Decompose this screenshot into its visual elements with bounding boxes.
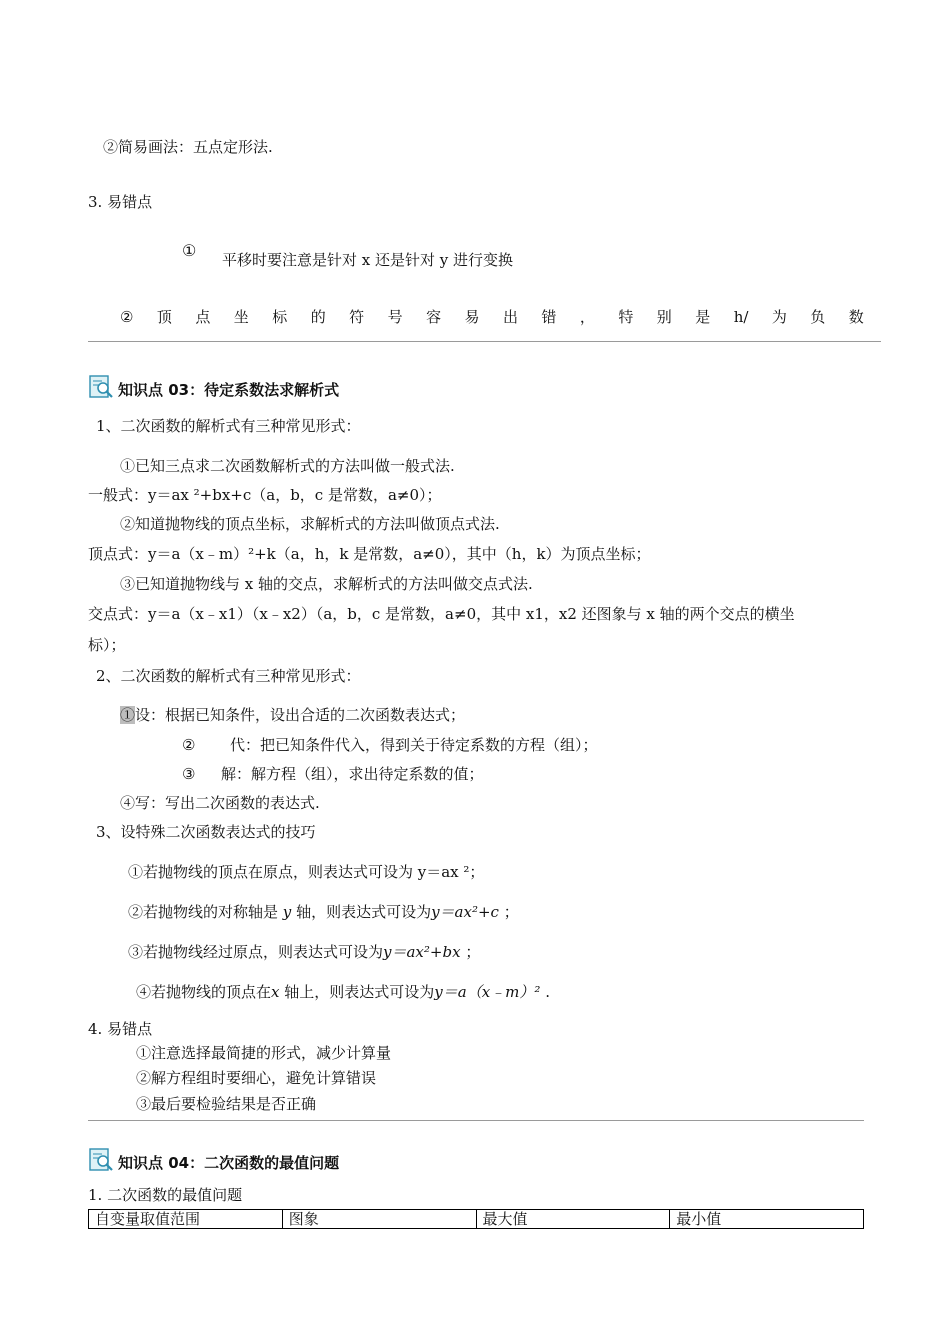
step-text: 代：把已知条件代入，得到关于待定系数的方程（组）； [230,736,598,754]
formula-line: 标）； [88,636,126,654]
magnifier-book-icon [88,373,114,399]
text-line: ①已知三点求二次函数解析式的方法叫做一般式法. [120,457,455,475]
spread-char: 符 [349,308,365,326]
step-text: 设：根据已知条件，设出合适的二次函数表达式； [135,706,466,724]
spread-char: 别 [656,308,672,326]
table-header-cell: 最小值 [670,1210,864,1229]
spread-char: 标 [272,308,288,326]
spread-text-line [120,307,864,327]
spread-char: 是 [695,308,711,326]
formula-line: 交点式：y＝a（x﹣x1）（x﹣x2）（a，b，c 是常数，a≠0，其中 x1，x2 还图象与 x 轴的两个交点的横坐 [88,605,795,623]
table-header-cell: 自变量取值范围 [89,1210,283,1229]
table-header-cell: 图象 [282,1210,476,1229]
circled-number: ③ [182,765,196,783]
paragraph-title: 2、二次函数的解析式有三种常见形式： [96,667,361,685]
spread-char: ， [579,308,595,326]
text-line: ②知道抛物线的顶点坐标，求解析式的方法叫做顶点式法. [120,515,500,533]
formula-line: 顶点式：y＝a（x﹣m）²+k（a，h，k 是常数，a≠0），其中（h，k）为顶点坐标； [88,545,651,563]
spread-char: 的 [310,308,326,326]
spread-char: h/ [733,308,749,326]
tip-line: ④若抛物线的顶点在x 轴上，则表达式可设为y＝a（x﹣m）² . [136,983,550,1001]
text-line: ①注意选择最简捷的形式，减少计算量 [136,1044,392,1062]
tip-line: ①若抛物线的顶点在原点，则表达式可设为 y＝ax ²； [128,863,485,881]
step-text: 解：解方程（组），求出待定系数的值； [221,765,484,783]
magnifier-book-icon [88,1146,114,1172]
tip-line: ③若抛物线经过原点，则表达式可设为y＝ax²+bx ； [128,943,481,961]
text-line: ③最后要检验结果是否正确 [136,1095,317,1113]
spread-char: 特 [618,308,634,326]
tip-line: ②若抛物线的对称轴是 y 轴，则表达式可设为y＝ax²+c ； [128,903,519,921]
spread-char: 为 [771,308,787,326]
spread-char: 错 [541,308,557,326]
extremum-table [88,1209,864,1229]
spread-char: ② [120,308,134,326]
text-line: ②简易画法：五点定形法. [103,138,273,156]
spread-char: 易 [464,308,480,326]
text-line: 平移时要注意是针对 x 还是针对 y 进行变换 [222,251,514,269]
spread-char: 号 [387,308,403,326]
table-header-cell: 最大值 [476,1210,670,1229]
spread-char: 顶 [156,308,172,326]
circled-number: ② [182,736,196,754]
paragraph-title: 1. 二次函数的最值问题 [88,1186,243,1204]
table-header-row [89,1210,864,1229]
paragraph-title: 3、设特殊二次函数表达式的技巧 [96,823,316,841]
spread-char: 负 [810,308,826,326]
step-line: ④写：写出二次函数的表达式. [120,794,320,812]
section-title: 3. 易错点 [88,193,153,211]
section-heading: 知识点 03：待定系数法求解析式 [118,381,340,399]
spread-char: 点 [195,308,211,326]
spread-char: 数 [848,308,864,326]
section-title: 4. 易错点 [88,1020,153,1038]
spread-char: 出 [502,308,518,326]
circled-number: ① [182,241,197,260]
text-line: ③已知道抛物线与 x 轴的交点，求解析式的方法叫做交点式法. [120,575,533,593]
paragraph-title: 1、二次函数的解析式有三种常见形式： [96,417,361,435]
divider [88,341,881,342]
spread-char: 容 [426,308,442,326]
step-line [120,705,465,725]
text-line: ②解方程组时要细心，避免计算错误 [136,1069,377,1087]
divider [88,1120,864,1121]
spread-char: 坐 [233,308,249,326]
section-heading: 知识点 04：二次函数的最值问题 [118,1154,340,1172]
formula-line: 一般式：y＝ax ²+bx+c（a，b，c 是常数，a≠0）； [88,486,442,504]
highlighted-number: ① [120,706,136,724]
